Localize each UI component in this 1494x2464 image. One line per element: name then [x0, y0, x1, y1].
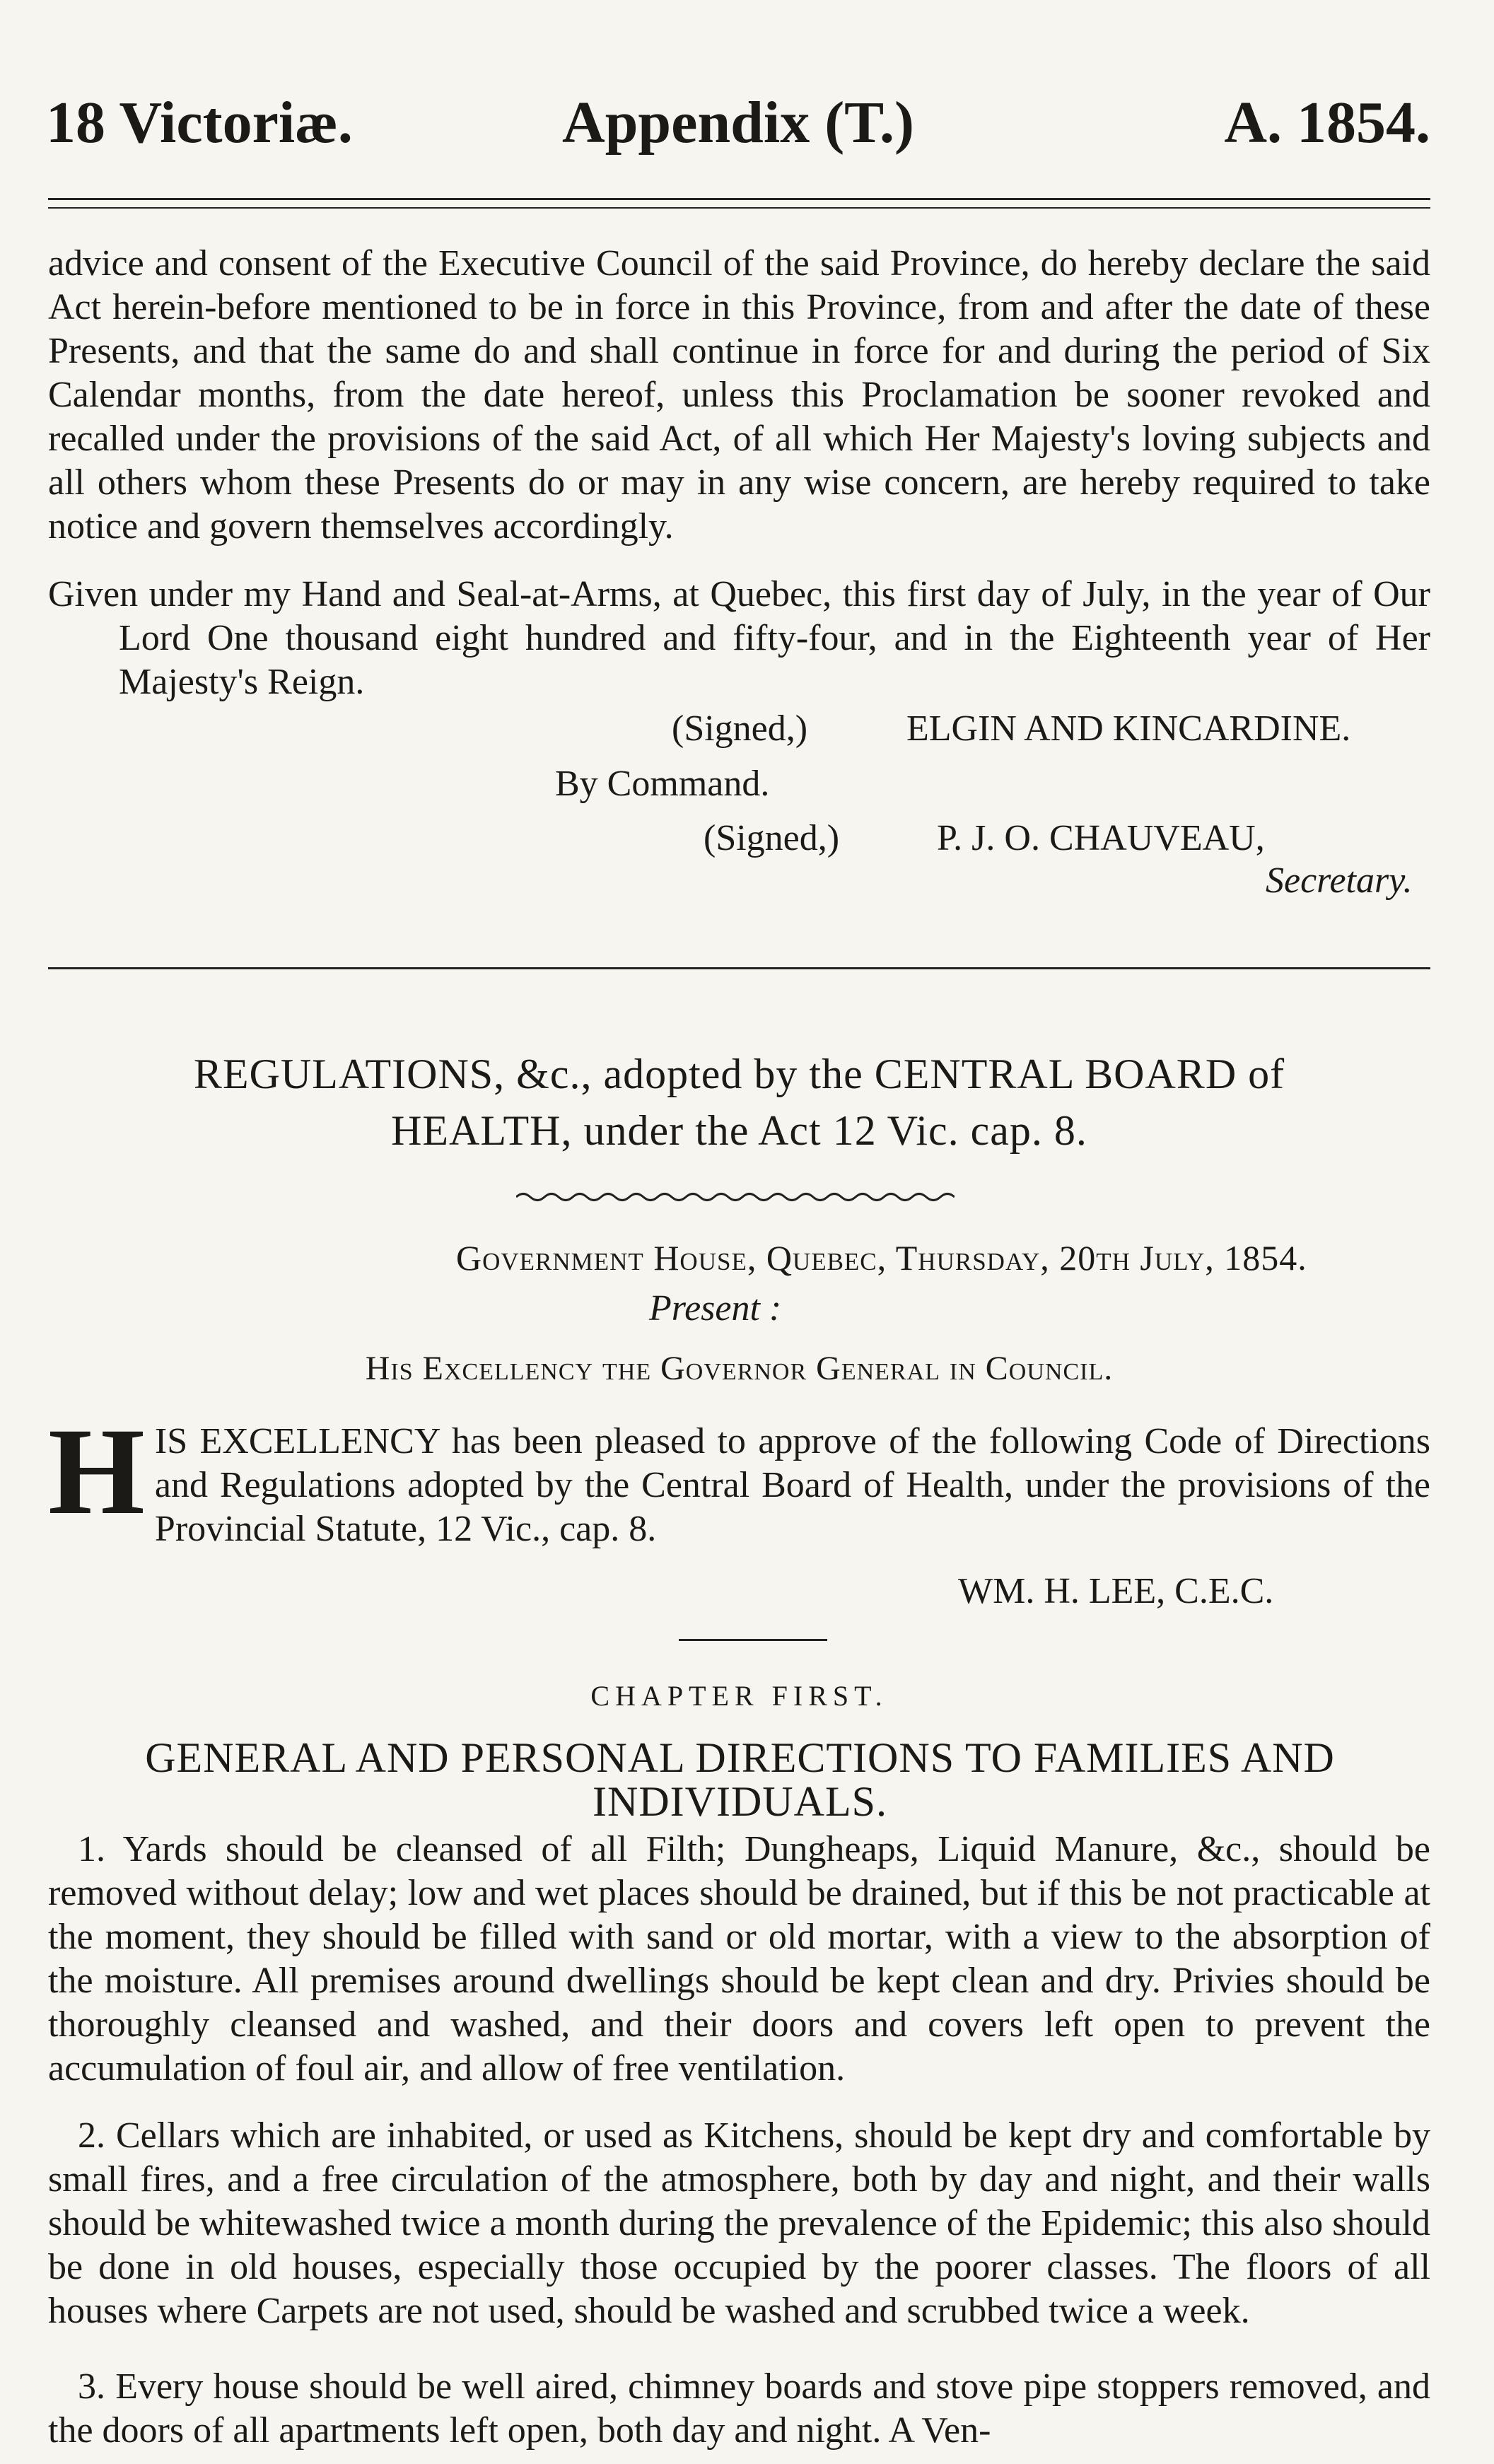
proclamation-body: advice and consent of the Executive Council of the said Province, do hereby declare the said Act herein-before mentioned to be in force in this Province, from and after the date of these Presents, and that the same do and shall continue in force for and during the period of Six Calendar months, from the date hereof, unless this Proclamation be sooner revoked and recalled under the provisions of the said Act, of all which Her Majesty's loving subjects and all others whom these Presents do or may in any wise concern, are hereby required to take notice and govern themselves accordingly.: [48, 243, 1430, 547]
clerk-signature: WM. H. LEE, C.E.C.: [958, 1571, 1274, 1611]
chapter-title: GENERAL AND PERSONAL DIRECTIONS TO FAMILIES AND INDIVIDUALS.: [145, 1734, 1335, 1825]
wavy-ornament-rule: [516, 1191, 955, 1203]
drop-cap: H: [48, 1403, 145, 1541]
intro-text: IS EXCELLENCY has been pleased to approve of the following Code of Directions and Regulations adopted by the Central Board of Health, under the provisions of the Provincial Statute, 12 Vic., cap. 8.: [154, 1421, 1430, 1549]
by-command: By Command.: [555, 764, 770, 804]
signer-title: Secretary.: [1266, 860, 1413, 901]
council-line: His Excellency the Governor General in Council.: [365, 1350, 1114, 1387]
signer-chauveau: P. J. O. CHAUVEAU,: [937, 818, 1265, 858]
section-divider: [48, 967, 1430, 969]
header-appendix: Appendix (T.): [562, 90, 914, 156]
signed-label-1: (Signed,): [672, 708, 808, 749]
header-double-rule: [48, 198, 1430, 209]
intro-paragraph: [48, 1403, 1430, 1551]
header-session: 18 Victoriæ.: [46, 90, 353, 156]
running-header: [46, 88, 1430, 159]
regulations-title-line-2: HEALTH, under the Act 12 Vic. cap. 8.: [391, 1107, 1087, 1154]
signer-elgin: ELGIN AND KINCARDINE.: [906, 708, 1351, 749]
chapter-label: CHAPTER FIRST.: [590, 1680, 888, 1712]
paragraph-1: 1. Yards should be cleansed of all Filth; Dungheaps, Liquid Manure, &c., should be removed without delay; low and wet places should be drained, but if this be not practicable at the moment, they should be filled with sand or old mortar, with a view to the absorption of the moisture. All premises around dwellings should be kept clean and dry. Privies should be thoroughly cleansed and washed, and their doors and covers left open to prevent the accumulation of foul air, and allow of free ventilation.: [48, 1829, 1430, 2089]
proclamation-given: Given under my Hand and Seal-at-Arms, at Quebec, this first day of July, in the year of Our Lord One thousand eight hundred and fifty-four, and in the Eighteenth year of Her Majesty's Reign.: [48, 574, 1430, 702]
short-divider: [679, 1639, 827, 1641]
paragraph-2: 2. Cellars which are inhabited, or used as Kitchens, should be kept dry and comfortable by small fires, and a free circulation of the atmosphere, both by day and night, and their walls should be whitewashed twice a month during the prevalence of the Epidemic; this also should be done in old houses, especially those occupied by the poorer classes. The floors of all houses where Carpets are not used, should be washed and scrubbed twice a week.: [48, 2115, 1430, 2331]
dateline: Government House, Quebec, Thursday, 20th July, 1854.: [456, 1238, 1307, 1278]
present-label: Present :: [649, 1288, 782, 1329]
header-year: A. 1854.: [1224, 90, 1430, 156]
paragraph-3: 3. Every house should be well aired, chimney boards and stove pipe stoppers removed, and the doors of all apartments left open, both day and night. A Ven-: [48, 2366, 1430, 2451]
signed-label-2: (Signed,): [704, 818, 840, 858]
regulations-title-line-1: REGULATIONS, &c., adopted by the CENTRAL BOARD of: [193, 1051, 1285, 1097]
